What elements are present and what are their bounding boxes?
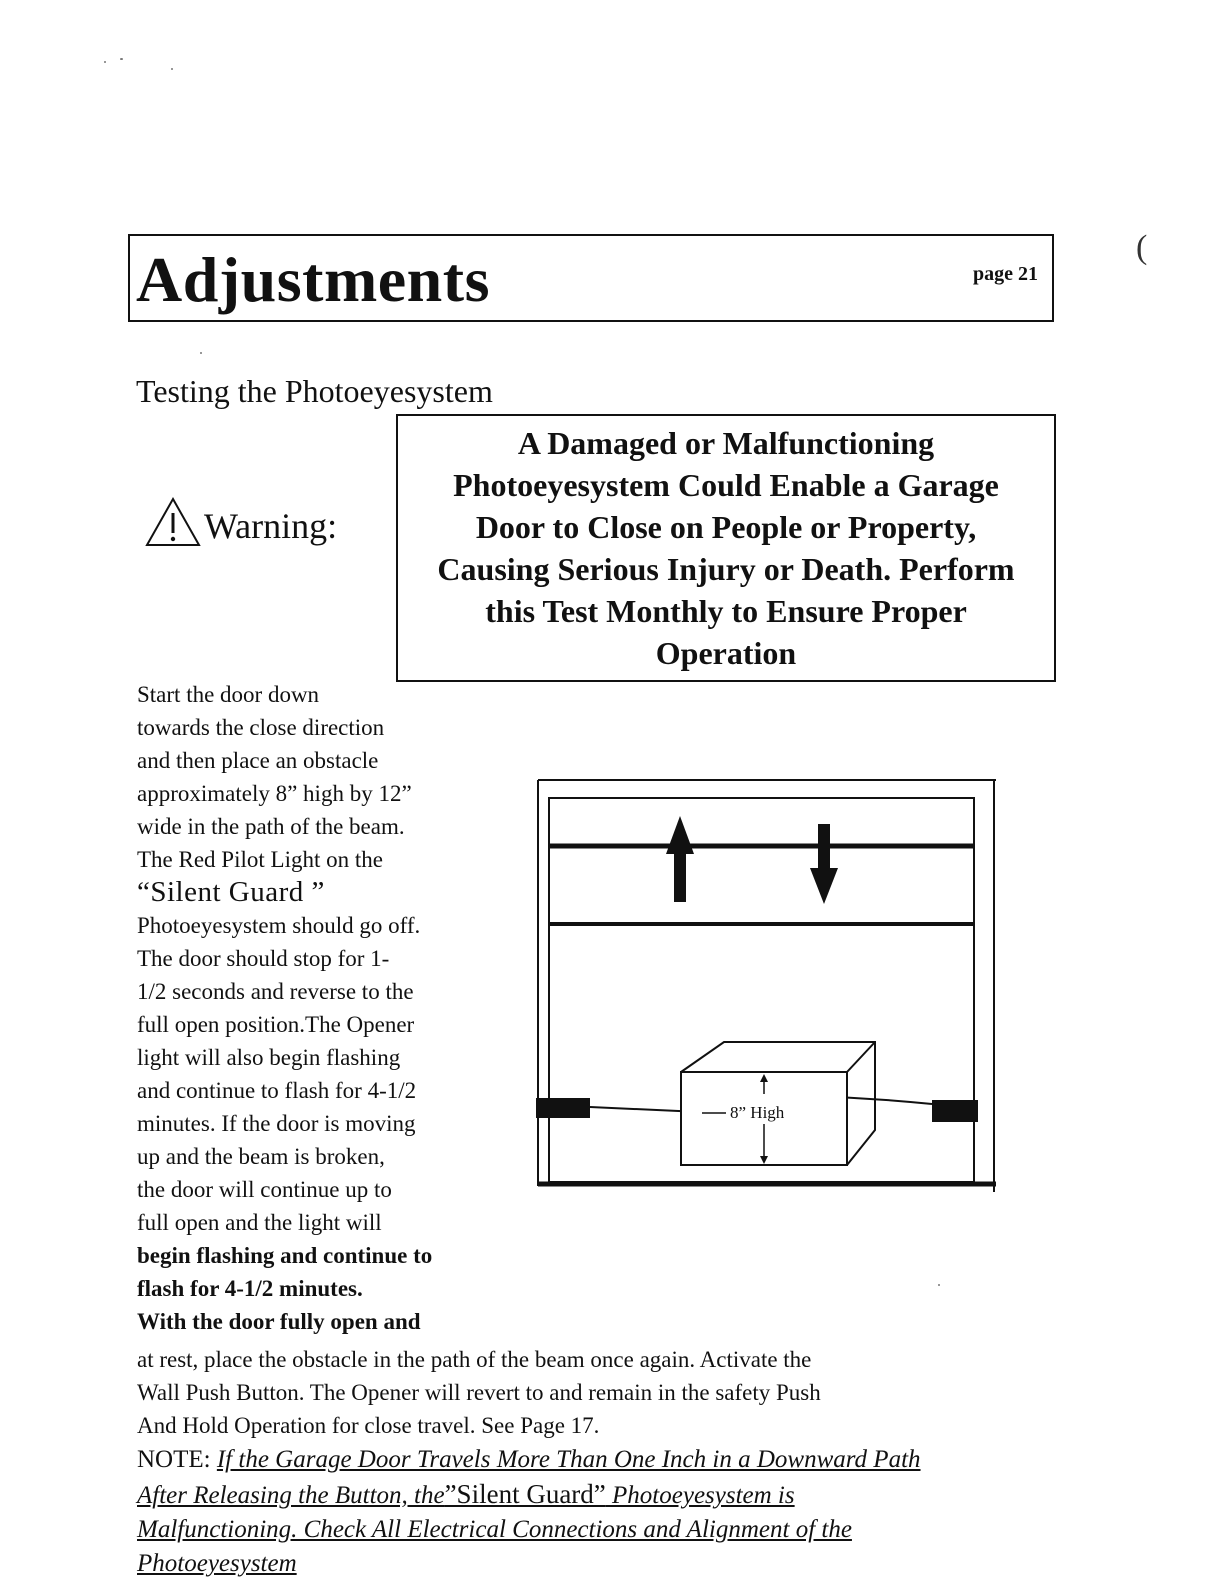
body-line: the door will continue up to xyxy=(137,1177,392,1202)
warning-line: this Test Monthly to Ensure Proper xyxy=(485,593,967,629)
note-text: After Releasing the Button, the xyxy=(137,1482,445,1509)
note-product-name: ”Silent Guard” xyxy=(444,1479,606,1509)
note-block xyxy=(137,1443,1057,1581)
note-line xyxy=(137,1547,1057,1581)
body-line: towards the close direction xyxy=(137,715,385,740)
body-line: Photoeyesystem should go off. xyxy=(137,913,421,938)
note-prefix: NOTE: xyxy=(137,1446,217,1473)
body-line: up and the beam is broken, xyxy=(137,1144,385,1169)
warning-line: Photoeyesystem Could Enable a Garage xyxy=(453,467,999,503)
page-title: Adjustments xyxy=(136,244,490,315)
body-line: 1/2 seconds and reverse to the xyxy=(137,979,414,1004)
body-line: minutes. If the door is moving xyxy=(137,1111,416,1136)
warning-triangle-icon xyxy=(144,496,202,548)
body-wide-line: And Hold Operation for close travel. See Page 17. xyxy=(137,1413,600,1438)
down-arrow-icon xyxy=(810,824,838,904)
scan-speck xyxy=(104,61,106,63)
note-line xyxy=(137,1513,1057,1547)
note-text: Photoeyesystem is xyxy=(605,1482,795,1509)
body-line: The Red Pilot Light on the xyxy=(137,847,383,872)
body-column xyxy=(137,678,499,1338)
body-wide-line: at rest, place the obstacle in the path of the beam once again. Activate the xyxy=(137,1347,812,1372)
garage-door-diagram xyxy=(532,774,1002,1194)
body-line: full open and the light will xyxy=(137,1210,382,1235)
height-label: 8” High xyxy=(730,1103,785,1122)
scan-speck xyxy=(171,68,173,70)
body-wide xyxy=(137,1343,1057,1442)
warning-line: Causing Serious Injury or Death. Perform xyxy=(437,551,1015,587)
note-text: Photoeyesystem xyxy=(137,1550,297,1577)
body-line: light will also begin flashing xyxy=(137,1045,401,1070)
page-number: page 21 xyxy=(973,263,1038,285)
body-line-product-name: “Silent Guard ” xyxy=(137,876,325,908)
note-line xyxy=(137,1443,1057,1477)
section-heading: Testing the Photoeyesystem xyxy=(136,373,493,409)
body-line: flash for 4-1/2 minutes. xyxy=(137,1276,363,1301)
scan-speck xyxy=(120,58,123,60)
body-wide-line: Wall Push Button. The Opener will revert to and remain in the safety Push xyxy=(137,1380,821,1405)
body-line: wide in the path of the beam. xyxy=(137,814,405,839)
photoeye-right-sensor xyxy=(932,1100,978,1122)
up-arrow-icon xyxy=(666,816,694,902)
body-line: and continue to flash for 4-1/2 xyxy=(137,1078,417,1103)
body-line: approximately 8” high by 12” xyxy=(137,781,412,806)
note-text: Malfunctioning. Check All Electrical Connections and Alignment of the xyxy=(137,1516,852,1543)
warning-line: Operation xyxy=(655,635,797,671)
body-line: Start the door down xyxy=(137,682,320,707)
warning-text xyxy=(406,422,1046,674)
margin-mark: ( xyxy=(1136,229,1148,266)
header-box xyxy=(128,234,1054,322)
note-line xyxy=(137,1477,1057,1513)
body-line: full open position.The Opener xyxy=(137,1012,415,1037)
note-text: If the Garage Door Travels More Than One Inch in a Downward Path xyxy=(216,1446,921,1473)
body-line: and then place an obstacle xyxy=(137,748,379,773)
warning-box xyxy=(396,414,1056,682)
photoeye-left-sensor xyxy=(536,1098,590,1118)
warning-line: A Damaged or Malfunctioning xyxy=(517,425,935,461)
scan-speck xyxy=(200,352,202,354)
warning-label xyxy=(144,496,337,548)
warning-label-text: Warning: xyxy=(204,506,338,546)
body-line: The door should stop for 1- xyxy=(137,946,390,971)
body-line: With the door fully open and xyxy=(137,1309,421,1334)
body-line: begin flashing and continue to xyxy=(137,1243,433,1268)
warning-line: Door to Close on People or Property, xyxy=(475,509,977,545)
scan-speck xyxy=(938,1284,940,1286)
